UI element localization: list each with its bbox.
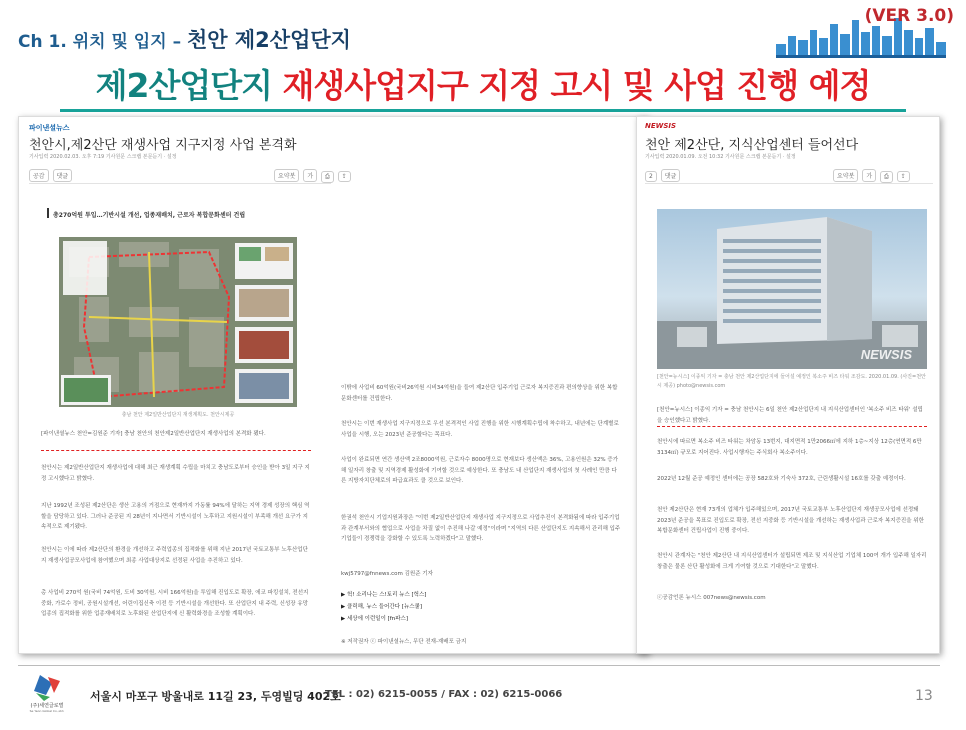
footer-divider: [18, 665, 940, 666]
knowledge-center-rendering-image: [657, 209, 927, 369]
chapter-heading: [18, 24, 351, 54]
left-article-meta: 기사입력 2020.02.03. 오후 7:19 기사원문 스크랩 본문듣기 · 설정: [29, 154, 177, 160]
right-article-meta: 기사입력 2020.01.09. 오전 10:32 기사원문 스크랩 본문듣기 · 설정: [645, 154, 796, 160]
left-article-title[interactable]: 천안시,제2산단 재생사업 지구지정 사업 본격화: [29, 138, 297, 153]
related-link[interactable]: ▶ 클릭해, 뉴스 들어간다 [뉴스쿨]: [341, 604, 423, 610]
left-col2-paragraph: 한권석 천안시 기업지원과장은 "이번 제2일반산업단지 재생사업 지구지정으로 사업추진이 본격화됨에 따라 입주기업과 관계부서와의 협업으로 사업을 차질 없이 추진해 나갈 예정"이라며 "지역의 다른 산업단지도 지속해서 관리해 입주기업들이 경쟁력을 강화할 수 있도록 노력하겠다"고 말했다.: [341, 515, 621, 542]
print-icon[interactable]: ⎙: [321, 171, 334, 183]
slide-banner-title: [0, 58, 966, 114]
chapter-prefix: Ch 1. 위치 및 입지 –: [18, 32, 187, 52]
office-address: 서울시 마포구 방울내로 11길 23, 두영빌딩 402호: [90, 690, 341, 703]
right-reaction-buttons: [645, 169, 682, 182]
right-article-title[interactable]: 천안 제2산단, 지식산업센터 들어선다: [645, 138, 859, 153]
share-icon[interactable]: ⇪: [897, 171, 910, 182]
page-number: 13: [915, 688, 933, 704]
right-article-lede: [천안=뉴시스] 이종익 기자 = 충남 천안시는 6일 천안 제2산업단지 내 지식산업센터인 '복소주 비즈 타워' 설립을 승인했다고 밝혔다.: [657, 405, 927, 427]
related-link[interactable]: ▶ 헉! 소리나는 스!토리 뉴스 [헉스]: [341, 592, 427, 598]
contact-numbers: TEL : 02) 6215-0055 / FAX : 02) 6215-0066: [325, 689, 563, 700]
slide-header: [0, 0, 966, 62]
left-copyright-notice: ※ 저작권자 ⓒ 파이낸셜뉴스, 무단 전재-재배포 금지: [341, 639, 467, 645]
like-button[interactable]: 공감: [29, 169, 49, 182]
left-col1-paragraph: 천안시는 제2일반산업단지 재생사업에 대해 최근 재생계획 수립을 마치고 충남도로부터 승인을 받아 3일 지구 지정 고시했다고 밝혔다.: [41, 465, 310, 482]
company-name-en: Se Yeon Global Co.,Ltd.: [29, 709, 65, 713]
redevelopment-map-image: [59, 237, 297, 407]
left-article-subhead: 총270억원 투입…기반시설 개선, 업종재배치, 근로자 복합문화센터 건립: [53, 212, 246, 219]
byline-prefix: ⓒ공감언론 뉴시스: [657, 595, 702, 601]
left-article-lede: [파이낸셜뉴스 천안=김원준 기자] 충남 천안의 천안제2일반산업단지 재생사업의 본격화 됐다.: [41, 429, 311, 451]
right-source-logo: NEWSIS: [645, 122, 677, 130]
subhead-bar: [47, 208, 49, 218]
summary-bot-button[interactable]: 요약봇: [833, 169, 858, 182]
comment-button[interactable]: 댓글: [53, 169, 73, 182]
company-name: (주)세연글로벌: [30, 703, 64, 709]
font-size-button[interactable]: 가: [303, 169, 317, 182]
right-image-caption: [천안=뉴시스] 이종익 기자 = 충남 천안 제2산업단지에 들어설 예정인 복소주 비즈 타워 조감도. 2020.01.09. (사진=천안시 제공) photo@newsis.com: [657, 374, 926, 389]
share-icon[interactable]: ⇪: [338, 171, 351, 182]
related-link[interactable]: ▶ 세상에 이런일이 [fn파스]: [341, 616, 409, 622]
right-article-tools: [833, 169, 912, 183]
comment-button[interactable]: 댓글: [661, 169, 681, 182]
right-paragraph: 2022년 12월 준공 예정인 센터에는 공장 582호와 기숙사 372호, 근린생활시설 16호를 갖출 예정이다.: [657, 476, 906, 482]
left-col2-paragraph: 천안시는 이번 재생사업 지구지정으로 우선 본격적인 사업 진행을 위한 시행계획수립에 착수하고, 내년에는 단계별로 사업을 시행, 오는 2023년 준공할다는 목표다.: [341, 421, 619, 438]
left-col1-paragraph: 천안시는 이에 따라 제2산단의 환경을 개선하고 주력업종의 집적화를 위해 지난 2017년 국토교통부 노후산업단지 재생사업공모사업에 참여했으며 최종 사업대상지로 선정된 사업을 추진하고 있다.: [41, 547, 308, 564]
newsis-watermark: NEWSIS: [860, 347, 912, 362]
right-paragraph: 천안 제2산단은 현재 73개의 업체가 입주해있으며, 2017년 국토교통부 노후산업단지 재생공모사업에 선정돼 2023년 준공을 목표로 진입도로 확장, 전선 지중화 등 기반시설을 개선하는 재생사업과 근로자 복지증진을 위한 복합문화센터 건립사업이 진행 중이다.: [657, 507, 924, 534]
left-reaction-buttons: [29, 169, 74, 182]
left-related-links: [341, 589, 621, 625]
building-illustration: [657, 209, 927, 369]
right-article-panel: [636, 116, 940, 654]
version-label: (VER 3.0): [864, 6, 954, 26]
summary-bot-button[interactable]: 요약봇: [274, 169, 299, 182]
left-header-divider: [29, 183, 331, 184]
left-article-tools: [274, 169, 353, 183]
print-icon[interactable]: ⎙: [880, 171, 893, 183]
banner-underline: [60, 109, 906, 112]
right-byline: [657, 593, 927, 604]
left-reporter-email: kwj5797@fnnews.com 김원준 기자: [341, 571, 433, 577]
left-source-logo: 파이낸셜뉴스: [29, 124, 70, 132]
chapter-title: 천안 제2산업단지: [187, 28, 351, 52]
reporter-email: 007news@newsis.com: [703, 595, 766, 601]
like-button[interactable]: 2: [645, 171, 657, 182]
map-illustration: [59, 237, 297, 407]
left-article-panel: [18, 116, 648, 654]
right-header-divider: [645, 183, 933, 184]
company-logo: [22, 673, 72, 713]
left-col1-paragraph: 총 사업비 270억 원(국비 74억원, 도비 30억원, 시비 166억원)을 투입해 진입도로 확장, 에코 파킹설치, 전선지중화, 가로수 정비, 공원시설개선, 어린이집신축 이전 등 기반시설을 개선한다. 또 산업단지 내 주력, 신성장 유망업종의 집적화를 위한 업종재배치로 노후화된 산업단지에 신 활력화경을 조성할 계획이다.: [41, 590, 309, 617]
right-paragraph: 천안시에 따르면 복소주 비즈 타워는 차암동 13번지, 대지면적 1만2066㎡에 지하 1층~지상 12층(연면적 6만3134㎡) 규모로 지어진다. 사업시행자는 주식회사 복소주이다.: [657, 439, 922, 456]
right-paragraph: 천안시 관계자는 "천안 제2산단 내 지식산업센터가 설립되면 제조 및 지식산업 기업체 100여 개가 입주해 일자리 창출은 물론 산단 활성화에 크게 기여할 것으로 기대한다"고 말했다.: [657, 553, 927, 570]
left-col2-paragraph: 사업이 완료되면 연간 생산액 2조8000억원, 근로자수 8000명으로 현재보다 생산액은 36%, 고용인원은 32% 증가해 일자리 창출 및 지역경제 활성화에 기여할 것으로 예상한다. 또 충남도 내 산업단지 재생사업의 첫 사례인 만큼 다른 지방자치단체로의 파급효과도 클 것으로 보인다.: [341, 457, 619, 484]
left-col1-paragraph: 지난 1992년 조성된 제2산단은 생산 고용의 거점으로 현재까지 가동률 94%에 달하는 지역 경제 성장의 핵심 역할을 담당하고 있다. 그러나 준공된 지 28년이 지나면서 기반시설이 노후하고 지원시설이 부족해 개선 요구가 지속적으로 제기됐다.: [41, 503, 310, 530]
banner-title-part1: 제2산업단지: [95, 66, 283, 105]
left-col2-paragraph: 이밖에 사업비 60억원(국비26억원 시비34억원)을 들여 제2산단 입주기업 근로자 복지증진과 편의향상을 위한 복합문화센터를 건립한다.: [341, 385, 618, 402]
company-logo-icon: [22, 673, 72, 713]
font-size-button[interactable]: 가: [862, 169, 876, 182]
left-image-caption: 충남 천안 제2일반산업단지 재생계획도. 천안시제공: [121, 412, 235, 418]
banner-title-part2: 재생사업지구 지정 고시 및 사업 진행 예정: [282, 66, 871, 105]
